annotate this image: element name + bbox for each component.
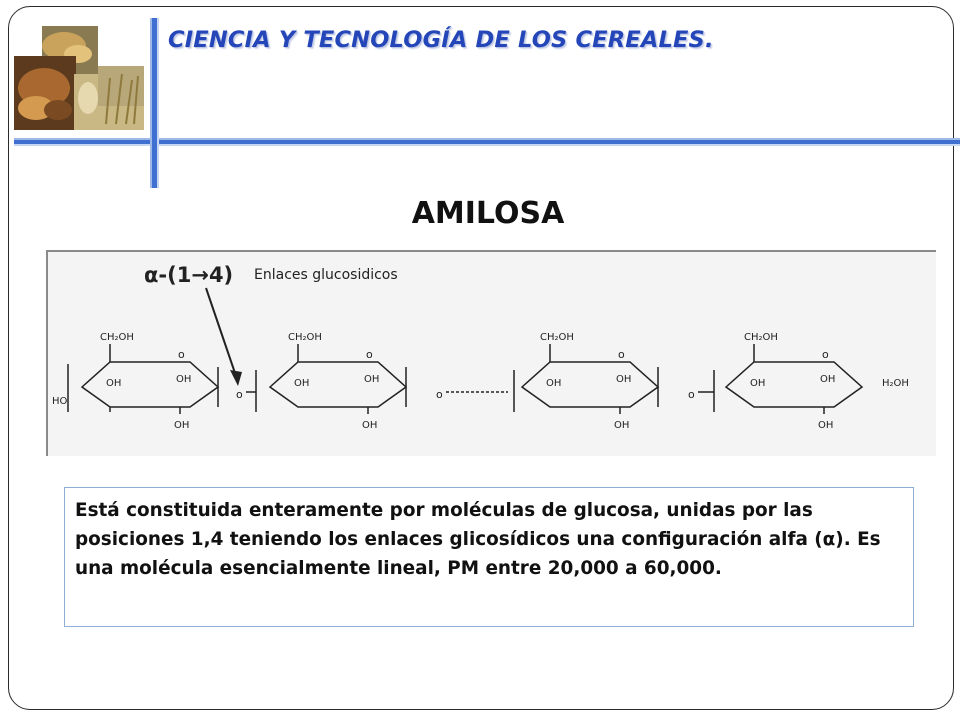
cereals-logo-icon (14, 26, 144, 132)
end-left-label: HO (52, 396, 68, 407)
ring-oh-label: OH (174, 420, 190, 431)
ring-ch2oh-label: CH₂OH (100, 332, 134, 343)
ring-oh-label: OH (176, 374, 192, 385)
ring-oh-label: OH (616, 374, 632, 385)
ring-o-label: o (618, 348, 625, 361)
ring-oh-label: OH (106, 378, 122, 389)
linkage-o-label: o (236, 388, 243, 401)
ring-oh-label: OH (294, 378, 310, 389)
header-title: CIENCIA Y TECNOLOGÍA DE LOS CEREALES. (168, 27, 714, 53)
ring-oh-label: OH (614, 420, 630, 431)
linkage-label: α-(1→4) (144, 263, 234, 287)
ring-o-label: o (366, 348, 373, 361)
ring-ch2oh-label: CH₂OH (288, 332, 322, 343)
glucose-ring-4 (726, 332, 862, 431)
ring-oh-label: OH (362, 420, 378, 431)
linkage-o-label: o (688, 388, 695, 401)
glucose-ring-1 (82, 332, 218, 431)
ring-ch2oh-label: CH₂OH (540, 332, 574, 343)
header-rule-vertical (150, 18, 159, 188)
ring-o-label: o (822, 348, 829, 361)
linkage-o-label: o (436, 388, 443, 401)
ring-oh-label: OH (820, 374, 836, 385)
ring-oh-label: OH (818, 420, 834, 431)
ring-oh-label: OH (546, 378, 562, 389)
ring-oh-label: OH (750, 378, 766, 389)
description-box: Está constituida enteramente por moléculas de glucosa, unidas por las posiciones 1,4 teniendo los enlaces glicosídicos una configuración alfa (α). Es una molécula esencialmente lineal, PM entre 20,000 a 60,000. (64, 487, 914, 627)
glucose-ring-3 (522, 332, 658, 431)
bond-label: Enlaces glucosidicos (254, 267, 398, 283)
ring-oh-label: OH (364, 374, 380, 385)
amylose-structure-diagram (46, 250, 936, 456)
slide-title: AMILOSA (411, 196, 565, 231)
ring-o-label: o (178, 348, 185, 361)
ring-ch2oh-label: CH₂OH (744, 332, 778, 343)
glucose-ring-2 (270, 332, 406, 431)
end-right-label: H₂OH (882, 378, 909, 389)
